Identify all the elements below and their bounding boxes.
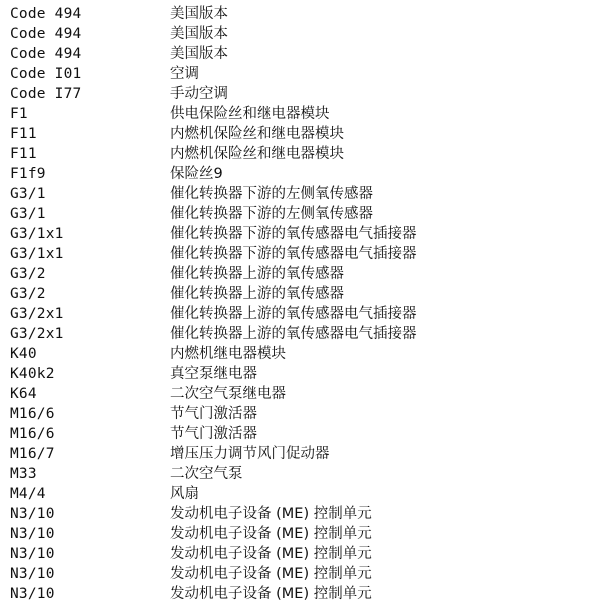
component-code: F11 — [10, 126, 37, 142]
component-description: 供电保险丝和继电器模块 — [170, 106, 330, 122]
component-description: 真空泵继电器 — [170, 366, 257, 382]
list-item — [10, 444, 595, 464]
list-item — [10, 464, 595, 484]
list-item — [10, 484, 595, 504]
component-code: N3/10 — [10, 566, 55, 582]
list-item — [10, 424, 595, 444]
component-description: 催化转换器上游的氧传感器 — [170, 266, 344, 282]
list-item — [10, 4, 595, 24]
list-item — [10, 564, 595, 584]
component-code: K64 — [10, 386, 37, 402]
component-code: K40 — [10, 346, 37, 362]
component-code: G3/1x1 — [10, 246, 64, 262]
component-description: 美国版本 — [170, 46, 228, 62]
component-description: 催化转换器下游的氧传感器电气插接器 — [170, 246, 417, 262]
component-description: 美国版本 — [170, 6, 228, 22]
component-description: 催化转换器下游的左侧氧传感器 — [170, 186, 373, 202]
component-code: N3/10 — [10, 586, 55, 602]
component-description: 发动机电子设备 (ME) 控制单元 — [170, 566, 372, 582]
list-item — [10, 524, 595, 544]
component-code: Code 494 — [10, 26, 82, 42]
list-item — [10, 204, 595, 224]
component-code-list — [10, 4, 595, 604]
component-description: 发动机电子设备 (ME) 控制单元 — [170, 526, 372, 542]
component-code: K40k2 — [10, 366, 55, 382]
list-item — [10, 64, 595, 84]
component-code: G3/1x1 — [10, 226, 64, 242]
component-description: 美国版本 — [170, 26, 228, 42]
list-item — [10, 124, 595, 144]
component-code: Code I77 — [10, 86, 82, 102]
component-code: M33 — [10, 466, 37, 482]
list-item — [10, 544, 595, 564]
component-code: G3/2x1 — [10, 306, 64, 322]
list-item — [10, 264, 595, 284]
component-description: 内燃机保险丝和继电器模块 — [170, 146, 344, 162]
component-code: G3/2 — [10, 286, 46, 302]
list-item — [10, 224, 595, 244]
list-item — [10, 44, 595, 64]
component-description: 发动机电子设备 (ME) 控制单元 — [170, 586, 372, 602]
component-code: M16/6 — [10, 426, 55, 442]
list-item — [10, 24, 595, 44]
component-code: F1f9 — [10, 166, 46, 182]
list-item — [10, 284, 595, 304]
component-code: Code 494 — [10, 6, 82, 22]
component-description: 手动空调 — [170, 86, 228, 102]
list-item — [10, 324, 595, 344]
component-description: 催化转换器上游的氧传感器电气插接器 — [170, 306, 417, 322]
list-item — [10, 364, 595, 384]
list-item — [10, 144, 595, 164]
list-item — [10, 84, 595, 104]
list-item — [10, 244, 595, 264]
component-code: G3/2 — [10, 266, 46, 282]
component-code: G3/1 — [10, 186, 46, 202]
list-item — [10, 304, 595, 324]
component-description: 内燃机继电器模块 — [170, 346, 286, 362]
component-code: N3/10 — [10, 546, 55, 562]
component-code: M16/7 — [10, 446, 55, 462]
list-item — [10, 384, 595, 404]
component-code: G3/1 — [10, 206, 46, 222]
component-code: Code 494 — [10, 46, 82, 62]
component-description: 催化转换器上游的氧传感器 — [170, 286, 344, 302]
component-code: M16/6 — [10, 406, 55, 422]
component-description: 二次空气泵 — [170, 466, 243, 482]
component-code: Code I01 — [10, 66, 82, 82]
component-code: F11 — [10, 146, 37, 162]
list-item — [10, 504, 595, 524]
component-code: G3/2x1 — [10, 326, 64, 342]
component-description: 催化转换器上游的氧传感器电气插接器 — [170, 326, 417, 342]
list-item — [10, 584, 595, 604]
component-description: 风扇 — [170, 486, 199, 502]
component-code: M4/4 — [10, 486, 46, 502]
list-item — [10, 164, 595, 184]
component-code: F1 — [10, 106, 28, 122]
component-description: 发动机电子设备 (ME) 控制单元 — [170, 546, 372, 562]
component-code: N3/10 — [10, 526, 55, 542]
list-item — [10, 184, 595, 204]
component-description: 催化转换器下游的氧传感器电气插接器 — [170, 226, 417, 242]
component-description: 内燃机保险丝和继电器模块 — [170, 126, 344, 142]
component-description: 增压压力调节风门促动器 — [170, 446, 330, 462]
component-description: 发动机电子设备 (ME) 控制单元 — [170, 506, 372, 522]
component-description: 节气门激活器 — [170, 406, 257, 422]
component-description: 催化转换器下游的左侧氧传感器 — [170, 206, 373, 222]
component-description: 空调 — [170, 66, 199, 82]
component-description: 节气门激活器 — [170, 426, 257, 442]
component-code: N3/10 — [10, 506, 55, 522]
component-description: 保险丝9 — [170, 166, 223, 182]
list-item — [10, 344, 595, 364]
list-item — [10, 104, 595, 124]
list-item — [10, 404, 595, 424]
component-description: 二次空气泵继电器 — [170, 386, 286, 402]
